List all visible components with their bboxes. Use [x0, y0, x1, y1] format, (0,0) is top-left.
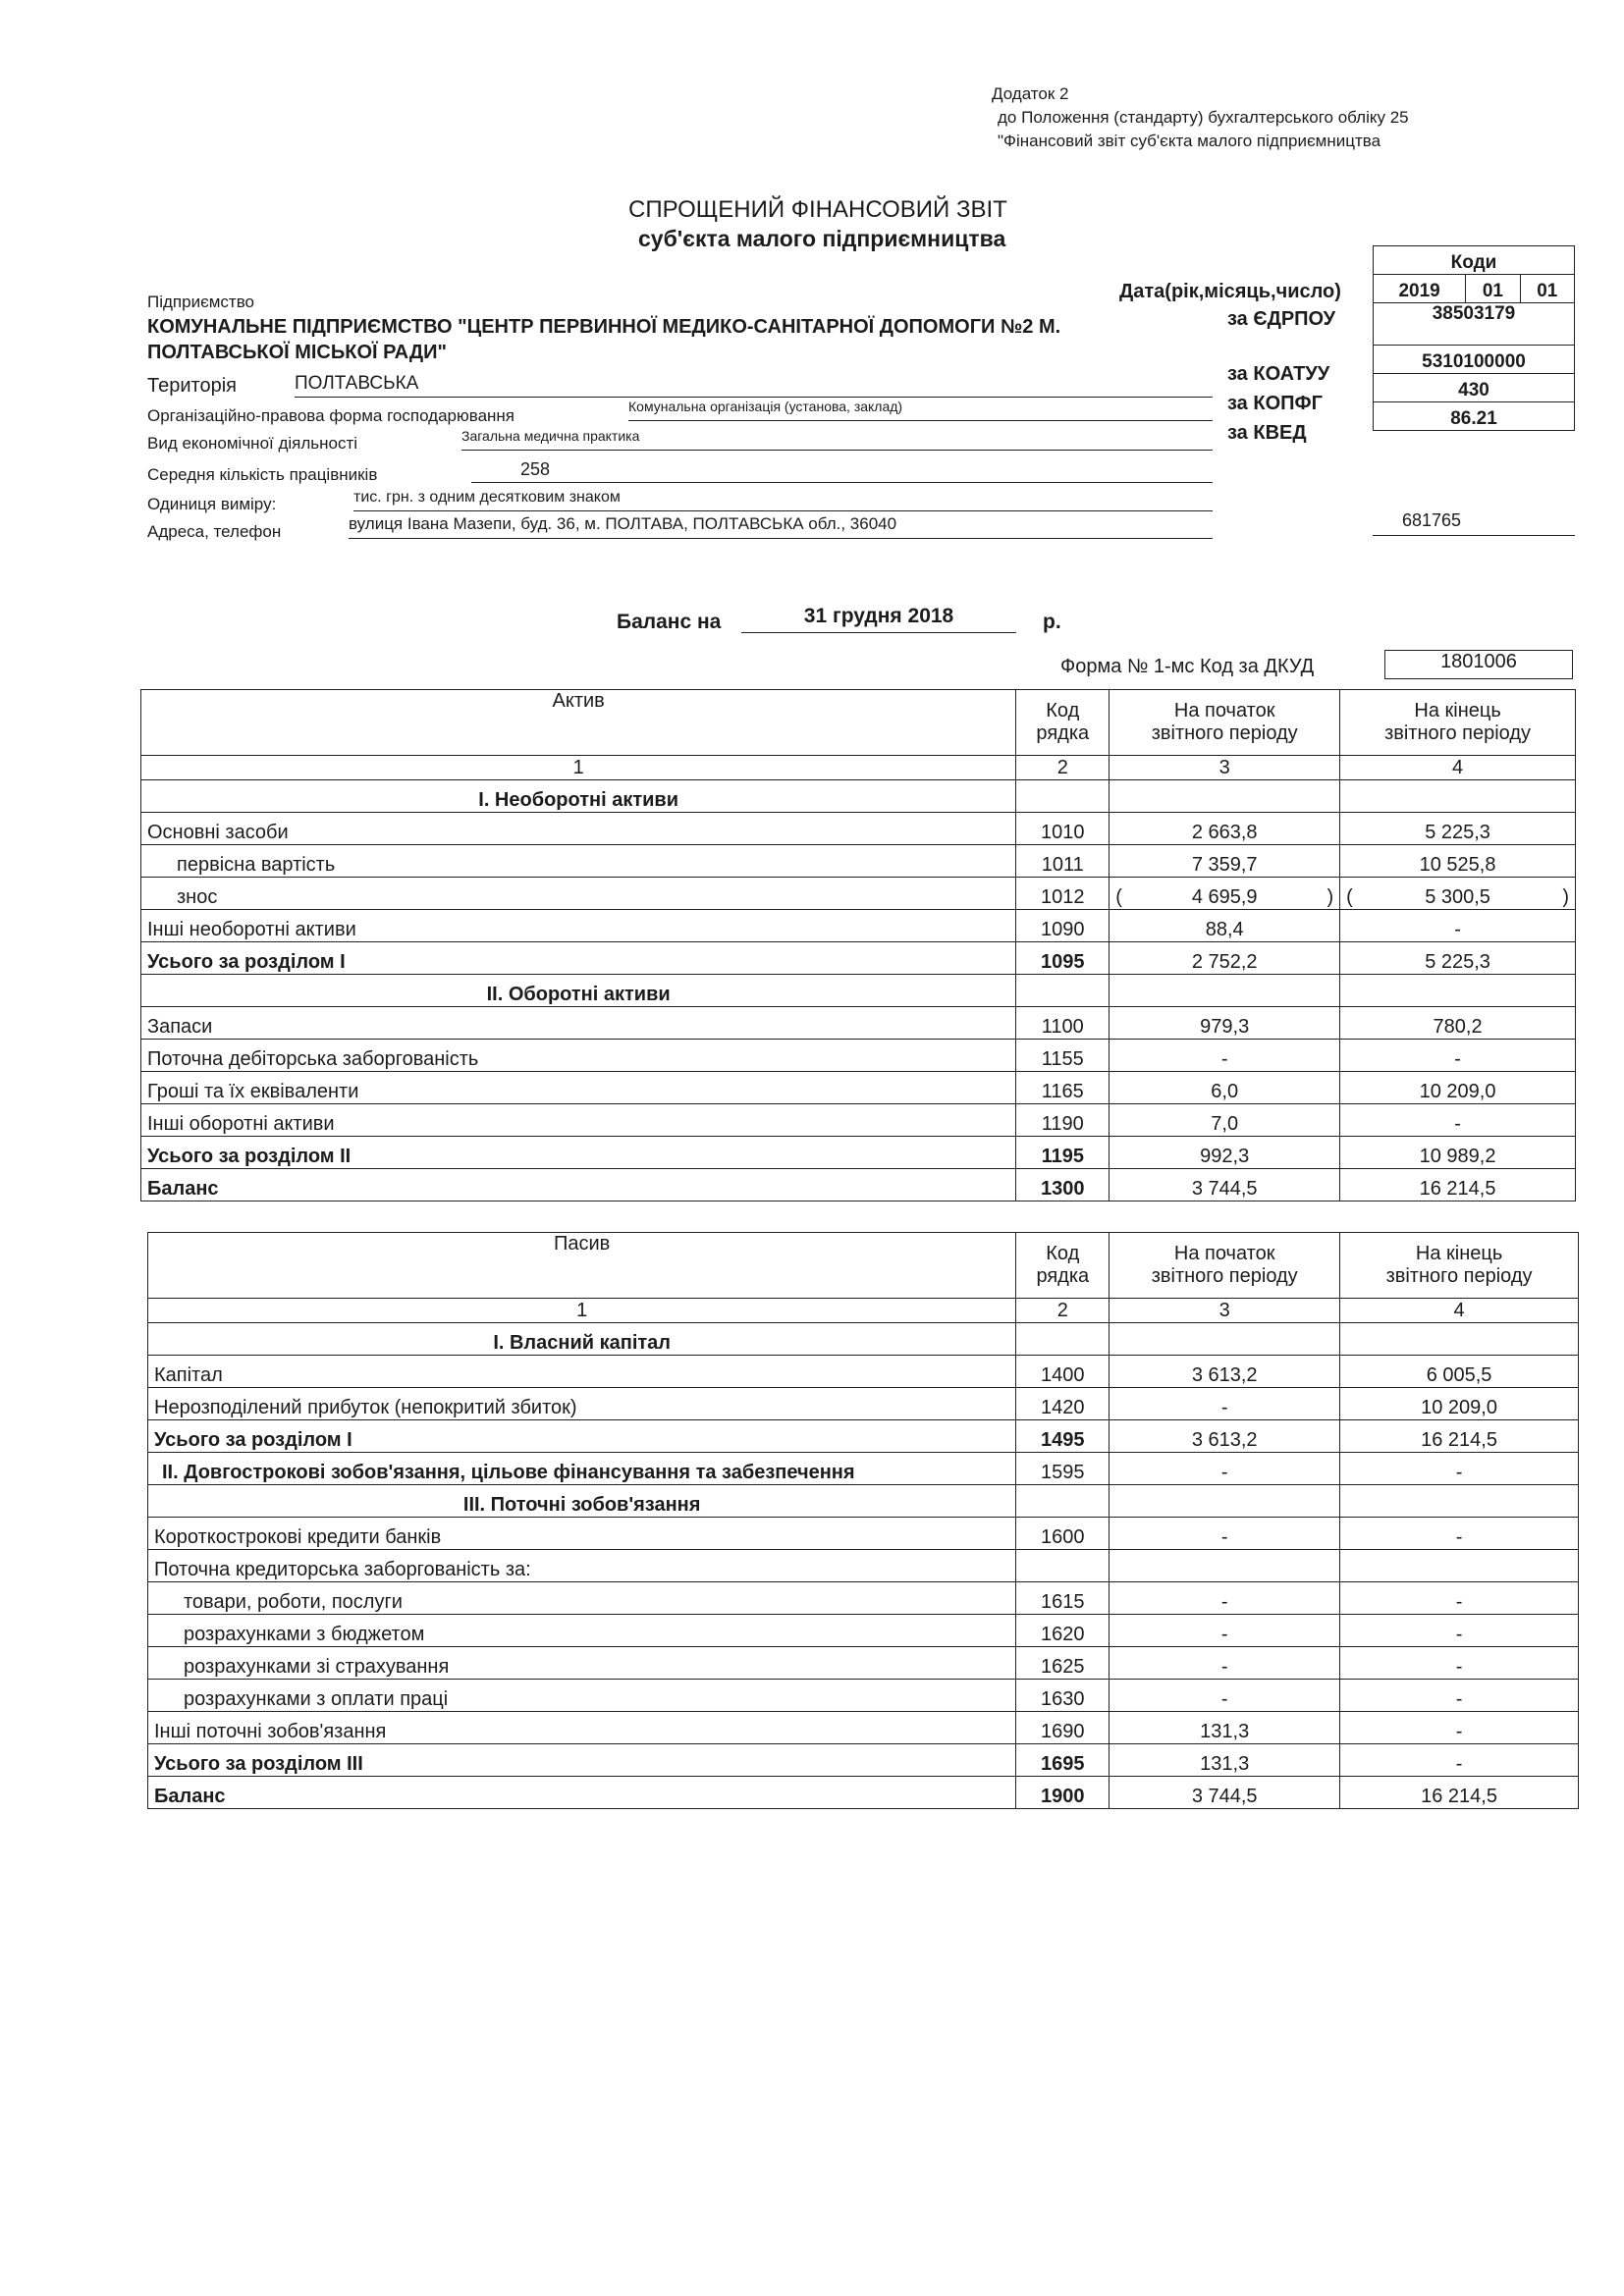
row-code: 1165 [1016, 1072, 1110, 1104]
table-row [148, 1647, 1579, 1680]
row-end: - [1340, 1582, 1579, 1615]
address-value: вулиця Івана Мазепи, буд. 36, м. ПОЛТАВА, ПОЛТАВСЬКА обл., 36040 [349, 514, 1213, 539]
row-end: - [1340, 1104, 1576, 1137]
kved-code: 86.21 [1374, 402, 1575, 431]
annex-line1: Додаток 2 [992, 84, 1069, 103]
row-end [1340, 1550, 1579, 1582]
row-code: 1010 [1016, 813, 1110, 845]
row-start: 4 695,9 [1191, 886, 1258, 908]
table-row [141, 1169, 1576, 1201]
row-name: Капітал [148, 1356, 1016, 1388]
activity-label: Вид економічної діяльності [147, 434, 358, 453]
row-code: 1011 [1016, 845, 1110, 878]
row-name: Баланс [148, 1777, 1016, 1809]
edrpou-label: за ЄДРПОУ [1227, 308, 1336, 330]
row-end: - [1340, 1744, 1579, 1777]
table-row [141, 1072, 1576, 1104]
company-name-line1: КОМУНАЛЬНЕ ПІДПРИЄМСТВО "ЦЕНТР ПЕРВИННОЇ МЕДИКО-САНІТАРНОЇ ДОПОМОГИ №2 М. [147, 316, 1061, 338]
row-name: Запаси [141, 1007, 1016, 1040]
row-name: Інші необоротні активи [141, 910, 1016, 942]
liab-num-1: 1 [148, 1299, 1016, 1323]
balance-year-suffix: р. [1043, 611, 1061, 633]
row-name: Гроші та їх еквіваленти [141, 1072, 1016, 1104]
section-heading: І. Власний капітал [148, 1323, 1016, 1356]
row-code: 1155 [1016, 1040, 1110, 1072]
row-name: Поточна дебіторська заборгованість [141, 1040, 1016, 1072]
row-start: - [1110, 1582, 1340, 1615]
section-heading: І. Необоротні активи [141, 780, 1016, 813]
row-code: 1495 [1016, 1420, 1110, 1453]
table-row [141, 845, 1576, 878]
row-end: 16 214,5 [1340, 1777, 1579, 1809]
row-code: 1420 [1016, 1388, 1110, 1420]
row-code: 1695 [1016, 1744, 1110, 1777]
table-row [141, 942, 1576, 975]
row-end: 10 209,0 [1340, 1072, 1576, 1104]
row-name: Усього за розділом ІІ [141, 1137, 1016, 1169]
table-row [148, 1777, 1579, 1809]
row-start: - [1110, 1453, 1340, 1485]
row-start: 3 613,2 [1110, 1356, 1340, 1388]
row-code: 1095 [1016, 942, 1110, 975]
row-name: розрахунками з оплати праці [148, 1680, 1016, 1712]
table-row [148, 1485, 1579, 1518]
row-start: 131,3 [1110, 1744, 1340, 1777]
row-start: - [1110, 1040, 1340, 1072]
liab-num-2: 2 [1016, 1299, 1110, 1323]
row-end: 16 214,5 [1340, 1169, 1576, 1201]
koatuu-label: за КОАТУУ [1227, 363, 1330, 385]
date-day: 01 [1520, 275, 1574, 303]
liab-col-name: Пасив [148, 1233, 1016, 1299]
territory-label: Територія [147, 375, 237, 397]
assets-col-end-a: На кінець [1414, 700, 1501, 721]
row-start: 3 613,2 [1110, 1420, 1340, 1453]
row-code: 1690 [1016, 1712, 1110, 1744]
row-end: - [1340, 1647, 1579, 1680]
row-end: - [1340, 1680, 1579, 1712]
section-heading: ІІІ. Поточні зобов'язання [148, 1485, 1016, 1518]
row-start: 7 359,7 [1110, 845, 1340, 878]
table-row [148, 1744, 1579, 1777]
liab-col-start-a: На початок [1173, 1243, 1275, 1264]
row-code: 1100 [1016, 1007, 1110, 1040]
koatuu-code: 5310100000 [1374, 346, 1575, 374]
assets-table [140, 689, 1576, 1201]
assets-num-1: 1 [141, 756, 1016, 780]
assets-num-2: 2 [1016, 756, 1110, 780]
row-name: товари, роботи, послуги [148, 1582, 1016, 1615]
unit-value: тис. грн. з одним десятковим знаком [353, 489, 1213, 511]
row-name: Інші поточні зобов'язання [148, 1712, 1016, 1744]
row-end: 6 005,5 [1340, 1356, 1579, 1388]
table-row [148, 1356, 1579, 1388]
row-name: розрахунками зі страхування [148, 1647, 1016, 1680]
row-start: 7,0 [1110, 1104, 1340, 1137]
table-row [141, 975, 1576, 1007]
row-end: 10 209,0 [1340, 1388, 1579, 1420]
row-start: - [1110, 1388, 1340, 1420]
form-label: Форма № 1-мс Код за ДКУД [1060, 656, 1315, 677]
row-code: 1300 [1016, 1169, 1110, 1201]
table-row [148, 1453, 1579, 1485]
liab-col-end-b: звітного періоду [1385, 1265, 1533, 1287]
annex-line2: до Положення (стандарту) бухгалтерського обліку 25 [998, 108, 1409, 127]
table-row [148, 1388, 1579, 1420]
row-end: 780,2 [1340, 1007, 1576, 1040]
row-end: 10 525,8 [1340, 845, 1576, 878]
legal-form-value: Комунальна організація (установа, заклад) [628, 399, 1213, 421]
territory-value: ПОЛТАВСЬКА [295, 373, 1213, 398]
table-row [141, 780, 1576, 813]
table-row [148, 1615, 1579, 1647]
row-code: 1595 [1016, 1453, 1110, 1485]
row-end: 5 300,5 [1425, 886, 1490, 908]
liab-col-code-a: Код [1046, 1243, 1080, 1264]
row-code: 1600 [1016, 1518, 1110, 1550]
row-name: Короткострокові кредити банків [148, 1518, 1016, 1550]
row-code: 1630 [1016, 1680, 1110, 1712]
table-row [148, 1550, 1579, 1582]
row-end: 10 989,2 [1340, 1137, 1576, 1169]
table-row [141, 1137, 1576, 1169]
row-name: Основні засоби [141, 813, 1016, 845]
row-name: розрахунками з бюджетом [148, 1615, 1016, 1647]
assets-col-start-a: На початок [1173, 700, 1275, 721]
section-heading: ІІ. Оборотні активи [141, 975, 1016, 1007]
row-start: 6,0 [1110, 1072, 1340, 1104]
row-end: - [1340, 1453, 1579, 1485]
row-end: - [1340, 1712, 1579, 1744]
liab-col-code-b: рядка [1036, 1265, 1090, 1287]
report-title: СПРОЩЕНИЙ ФІНАНСОВИЙ ЗВІТ [628, 196, 1007, 223]
form-code: 1801006 [1384, 650, 1573, 679]
annex-line3: "Фінансовий звіт суб'єкта малого підприємництва [998, 132, 1381, 150]
row-code: 1012 [1016, 878, 1110, 910]
liab-col-start-b: звітного періоду [1151, 1265, 1298, 1287]
balance-date: 31 грудня 2018 [741, 605, 1016, 633]
company-label: Підприємство [147, 293, 255, 311]
employees-label: Середня кількість працівників [147, 465, 378, 484]
row-start: 2 752,2 [1110, 942, 1340, 975]
assets-num-3: 3 [1110, 756, 1340, 780]
table-row [141, 910, 1576, 942]
row-code: 1615 [1016, 1582, 1110, 1615]
row-name: знос [141, 878, 1016, 910]
row-start [1110, 1550, 1340, 1582]
table-row [141, 1007, 1576, 1040]
table-row [148, 1712, 1579, 1744]
liab-num-3: 3 [1110, 1299, 1340, 1323]
row-start: - [1110, 1615, 1340, 1647]
table-row [141, 813, 1576, 845]
row-name: Усього за розділом І [148, 1420, 1016, 1453]
row-start: - [1110, 1518, 1340, 1550]
table-row: знос 1012 ( 4 695,9 ) ( 5 300,5 ) [141, 878, 1576, 910]
table-row [148, 1420, 1579, 1453]
unit-label: Одиниця виміру: [147, 495, 277, 513]
row-code: 1620 [1016, 1615, 1110, 1647]
activity-value: Загальна медична практика [461, 428, 1213, 451]
row-code: 1625 [1016, 1647, 1110, 1680]
assets-col-end-b: звітного періоду [1384, 722, 1532, 744]
row-start: - [1110, 1647, 1340, 1680]
row-name: ІІ. Довгострокові зобов'язання, цільове фінансування та забезпечення [148, 1453, 1016, 1485]
row-start: 2 663,8 [1110, 813, 1340, 845]
liab-num-4: 4 [1340, 1299, 1579, 1323]
row-end: 5 225,3 [1340, 813, 1576, 845]
kopfg-label: за КОПФГ [1227, 393, 1323, 414]
row-start: 131,3 [1110, 1712, 1340, 1744]
row-name: Усього за розділом ІІІ [148, 1744, 1016, 1777]
assets-col-code-b: рядка [1036, 722, 1090, 744]
table-row [148, 1323, 1579, 1356]
row-code: 1190 [1016, 1104, 1110, 1137]
table-row [148, 1582, 1579, 1615]
assets-col-code-a: Код [1046, 700, 1080, 721]
assets-col-name: Актив [141, 690, 1016, 756]
row-end: 16 214,5 [1340, 1420, 1579, 1453]
row-code: 1900 [1016, 1777, 1110, 1809]
row-end: - [1340, 1040, 1576, 1072]
row-start: 3 744,5 [1110, 1777, 1340, 1809]
row-code: 1195 [1016, 1137, 1110, 1169]
table-row [141, 1104, 1576, 1137]
legal-form-label: Організаційно-правова форма господарювання [147, 406, 514, 425]
table-row [141, 1040, 1576, 1072]
row-name: первісна вартість [141, 845, 1016, 878]
employees-value: 258 [471, 459, 1213, 483]
date-label: Дата(рік,місяць,число) [1119, 281, 1341, 302]
date-year: 2019 [1374, 275, 1466, 303]
table-row [148, 1518, 1579, 1550]
assets-col-start-b: звітного періоду [1151, 722, 1298, 744]
row-start: 88,4 [1110, 910, 1340, 942]
row-code: 1400 [1016, 1356, 1110, 1388]
row-code [1016, 1550, 1110, 1582]
row-name: Усього за розділом І [141, 942, 1016, 975]
table-row [148, 1680, 1579, 1712]
row-name: Інші оборотні активи [141, 1104, 1016, 1137]
row-name: Нерозподілений прибуток (непокритий збиток) [148, 1388, 1016, 1420]
edrpou-code: 38503179 [1374, 303, 1575, 346]
row-end: - [1340, 910, 1576, 942]
kved-label: за КВЕД [1227, 422, 1307, 444]
row-start: 992,3 [1110, 1137, 1340, 1169]
address-label: Адреса, телефон [147, 522, 282, 541]
assets-num-4: 4 [1340, 756, 1576, 780]
row-start: 979,3 [1110, 1007, 1340, 1040]
row-start: - [1110, 1680, 1340, 1712]
kopfg-code: 430 [1374, 374, 1575, 402]
codes-table [1373, 245, 1575, 431]
row-code: 1090 [1016, 910, 1110, 942]
row-end: - [1340, 1518, 1579, 1550]
row-end: 5 225,3 [1340, 942, 1576, 975]
row-name: Баланс [141, 1169, 1016, 1201]
row-end: - [1340, 1615, 1579, 1647]
company-name-line2: ПОЛТАВСЬКОЇ МІСЬКОЇ РАДИ" [147, 342, 447, 363]
report-subtitle: суб'єкта малого підприємництва [638, 226, 1006, 251]
balance-label: Баланс на [617, 611, 722, 633]
row-start: 3 744,5 [1110, 1169, 1340, 1201]
row-name: Поточна кредиторська заборгованість за: [148, 1550, 1016, 1582]
codes-header: Коди [1374, 246, 1575, 275]
date-month: 01 [1466, 275, 1520, 303]
phone-value: 681765 [1373, 510, 1575, 536]
liabilities-table [147, 1232, 1579, 1809]
liab-col-end-a: На кінець [1415, 1243, 1503, 1264]
